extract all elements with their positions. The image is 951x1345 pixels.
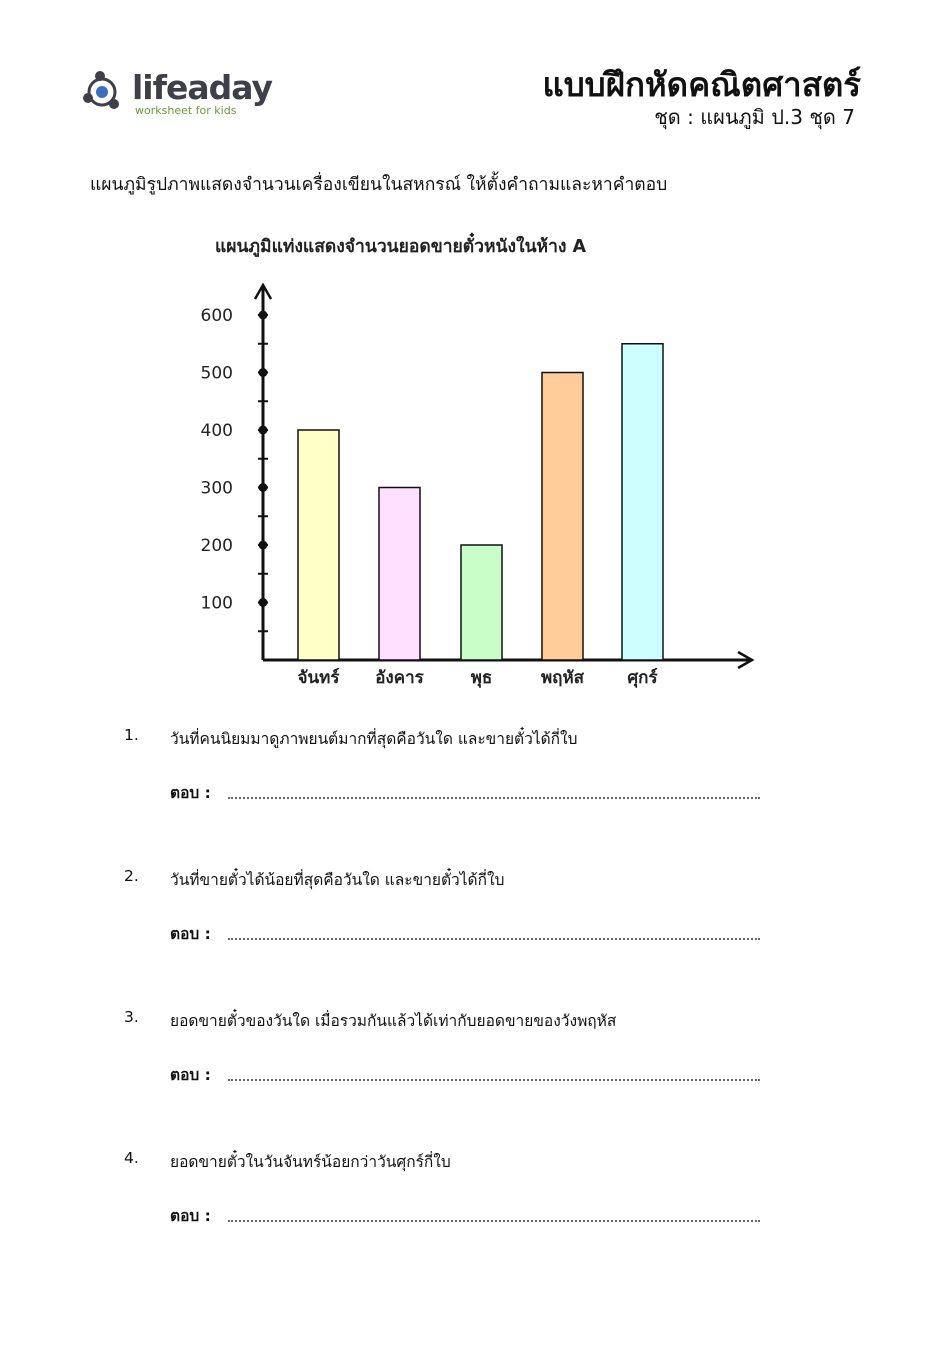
x-tick-label: ศุกร์ (627, 668, 658, 688)
y-tick-dot (259, 368, 268, 377)
y-tick-dot (259, 541, 268, 550)
y-tick-dot (259, 311, 268, 320)
chart-title: แผนภูมิแท่งแสดงจำนวนยอดขายตั๋วหนังในห้าง A (215, 237, 587, 257)
question-text: ยอดขายตั๋วของวันใด เมื่อรวมกันแล้วได้เท่ากับยอดขายของวังพฤหัส (170, 1012, 617, 1030)
y-tick-dot (259, 483, 268, 492)
x-tick-label: อังคาร (375, 668, 424, 688)
logo (80, 64, 280, 124)
y-tick-label: 300 (200, 478, 233, 499)
answer-dotted-line (228, 1079, 760, 1081)
x-tick-label: พุธ (470, 668, 493, 688)
logo-icon (80, 66, 130, 116)
y-tick-label: 600 (200, 306, 233, 326)
y-tick-label: 200 (200, 536, 233, 556)
answer-label: ตอบ : (170, 784, 211, 802)
instruction-text: แผนภูมิรูปภาพแสดงจำนวนเครื่องเขียนในสหกรณ์ ให้ตั้งคำถามและหาคำตอบ (90, 175, 668, 195)
question-number: 3. (124, 1008, 139, 1026)
question-text: วันที่คนนิยมมาดูภาพยนต์มากที่สุดคือวันใด และขายตั๋วได้กี่ใบ (170, 730, 578, 748)
answer-line-4[interactable] (170, 1203, 760, 1225)
chart-x-tick-labels (298, 667, 659, 688)
bar-3 (461, 545, 502, 660)
answer-dotted-line (228, 938, 760, 940)
answer-label: ตอบ : (170, 1207, 211, 1225)
answer-line-3[interactable] (170, 1062, 760, 1084)
logo-tagline: worksheet for kids (135, 104, 237, 117)
question-text: ยอดขายตั๋วในวันจันทร์น้อยกว่าวันศุกร์กี่ใบ (170, 1153, 451, 1171)
bar-2 (379, 488, 420, 661)
logo-wordmark: lifeaday (132, 68, 273, 107)
answer-dotted-line (228, 1220, 760, 1222)
answer-dotted-line (228, 797, 760, 799)
answer-label: ตอบ : (170, 1066, 211, 1084)
page-title: แบบฝึกหัดคณิตศาสตร์ (542, 65, 861, 104)
y-tick-dot (259, 598, 268, 607)
question-text: วันที่ขายตั๋วได้น้อยที่สุดคือวันใด และขายตั๋วได้กี่ใบ (170, 871, 505, 889)
question-number: 1. (124, 726, 139, 744)
y-tick-label: 100 (200, 593, 233, 614)
chart-bars (298, 344, 663, 660)
answer-line-2[interactable] (170, 921, 760, 943)
question-number: 4. (124, 1149, 139, 1167)
answer-line-1[interactable] (170, 780, 760, 802)
bar-4 (542, 373, 583, 661)
answer-label: ตอบ : (170, 925, 211, 943)
question-number: 2. (124, 867, 139, 885)
bar-1 (298, 430, 339, 660)
y-tick-dot (259, 426, 268, 435)
chart-y-tick-labels (201, 306, 233, 614)
x-tick-label: จันทร์ (297, 668, 340, 688)
y-tick-label: 400 (200, 421, 233, 441)
bar-5 (622, 344, 663, 660)
bar-chart (180, 225, 780, 695)
x-tick-label: พฤหัส (540, 668, 585, 688)
page-subtitle: ชุด : แผนภูมิ ป.3 ชุด 7 (654, 105, 855, 129)
y-tick-label: 500 (200, 363, 233, 384)
